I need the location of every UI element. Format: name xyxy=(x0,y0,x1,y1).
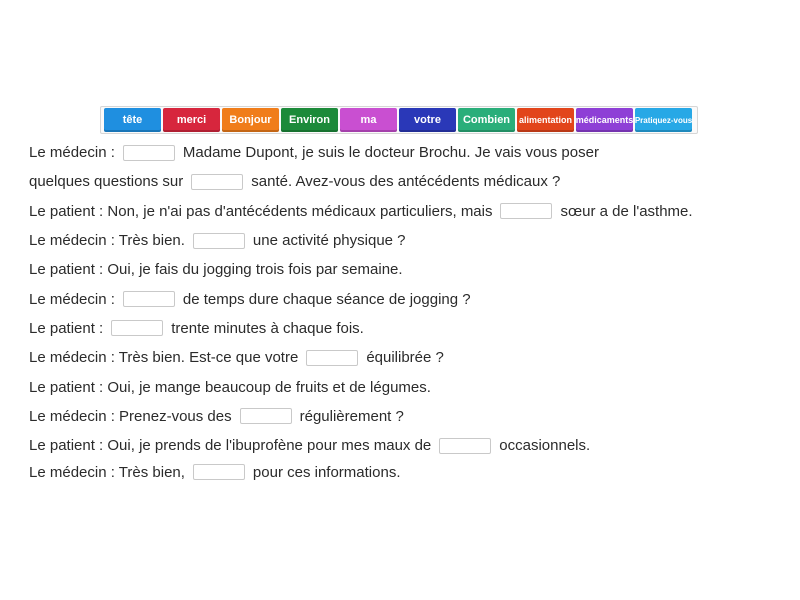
dialogue-text-segment: Le patient : Oui, je mange beaucoup de fruits et de légumes. xyxy=(29,378,431,396)
dialogue-line xyxy=(29,255,789,284)
dialogue-line xyxy=(29,372,789,401)
dialogue-text-segment: Le médecin : xyxy=(29,144,115,162)
blank-drop-zone[interactable] xyxy=(191,174,243,190)
dialogue-line xyxy=(29,138,789,167)
dialogue-text-segment: occasionnels. xyxy=(499,437,591,455)
dialogue-line xyxy=(29,284,789,313)
blank-drop-zone[interactable] xyxy=(111,320,163,336)
word-chip[interactable]: ma xyxy=(340,108,397,132)
word-chip[interactable]: merci xyxy=(163,108,220,132)
blank-drop-zone[interactable] xyxy=(193,464,245,480)
word-chip[interactable]: Pratiquez-vous xyxy=(635,108,692,132)
dialogue-text-segment: de temps dure chaque séance de jogging ? xyxy=(182,290,471,308)
dialogue-text-segment: santé. Avez-vous des antécédents médicaux ? xyxy=(251,173,561,191)
blank-drop-zone[interactable] xyxy=(439,438,491,454)
dialogue-text-segment: une activité physique ? xyxy=(252,232,406,250)
dialogue-line xyxy=(29,460,789,484)
blank-drop-zone[interactable] xyxy=(123,145,175,161)
dialogue-text-segment: Le médecin : Très bien. xyxy=(29,232,185,250)
word-chip[interactable]: Bonjour xyxy=(222,108,279,132)
blank-drop-zone[interactable] xyxy=(193,233,245,249)
dialogue-text-segment: Le patient : Oui, je fais du jogging trois fois par semaine. xyxy=(29,261,403,279)
dialogue-text-segment: sœur a de l'asthme. xyxy=(560,202,693,220)
dialogue-line xyxy=(29,226,789,255)
dialogue-text-segment: Le médecin : xyxy=(29,290,115,308)
dialogue-line xyxy=(29,402,789,431)
dialogue-text-segment: trente minutes à chaque fois. xyxy=(171,319,364,337)
dialogue-line xyxy=(29,197,789,226)
dialogue-text-segment: Madame Dupont, je suis le docteur Brochu. Je vais vous poser xyxy=(182,144,599,162)
dialogue-text-segment: régulièrement ? xyxy=(299,407,404,425)
dialogue-text-segment: Le médecin : Très bien, xyxy=(29,463,185,481)
dialogue-text-segment: pour ces informations. xyxy=(252,463,401,481)
word-chip[interactable]: alimentation xyxy=(517,108,574,132)
dialogue-text-segment: quelques questions sur xyxy=(29,173,184,191)
word-bank xyxy=(100,106,698,134)
word-chip[interactable]: Combien xyxy=(458,108,515,132)
dialogue-line xyxy=(29,343,789,372)
dialogue-text-segment: Le patient : xyxy=(29,319,104,337)
dialogue-line xyxy=(29,167,789,196)
word-chip[interactable]: votre xyxy=(399,108,456,132)
dialogue-text-segment: équilibrée ? xyxy=(366,349,444,367)
blank-drop-zone[interactable] xyxy=(306,350,358,366)
blank-drop-zone[interactable] xyxy=(500,203,552,219)
dialogue-line xyxy=(29,431,789,460)
dialogue-text-segment: Le médecin : Prenez-vous des xyxy=(29,407,232,425)
dialogue-text-segment: Le patient : Oui, je prends de l'ibuprofène pour mes maux de xyxy=(29,437,432,455)
dialogue-line xyxy=(29,314,789,343)
word-chip[interactable]: médicaments xyxy=(576,108,633,132)
blank-drop-zone[interactable] xyxy=(123,291,175,307)
word-chip[interactable]: tête xyxy=(104,108,161,132)
blank-drop-zone[interactable] xyxy=(240,408,292,424)
word-chip[interactable]: Environ xyxy=(281,108,338,132)
dialogue-text-segment: Le patient : Non, je n'ai pas d'antécédents médicaux particuliers, mais xyxy=(29,202,493,220)
dialogue-text xyxy=(29,138,789,484)
dialogue-text-segment: Le médecin : Très bien. Est-ce que votre xyxy=(29,349,299,367)
